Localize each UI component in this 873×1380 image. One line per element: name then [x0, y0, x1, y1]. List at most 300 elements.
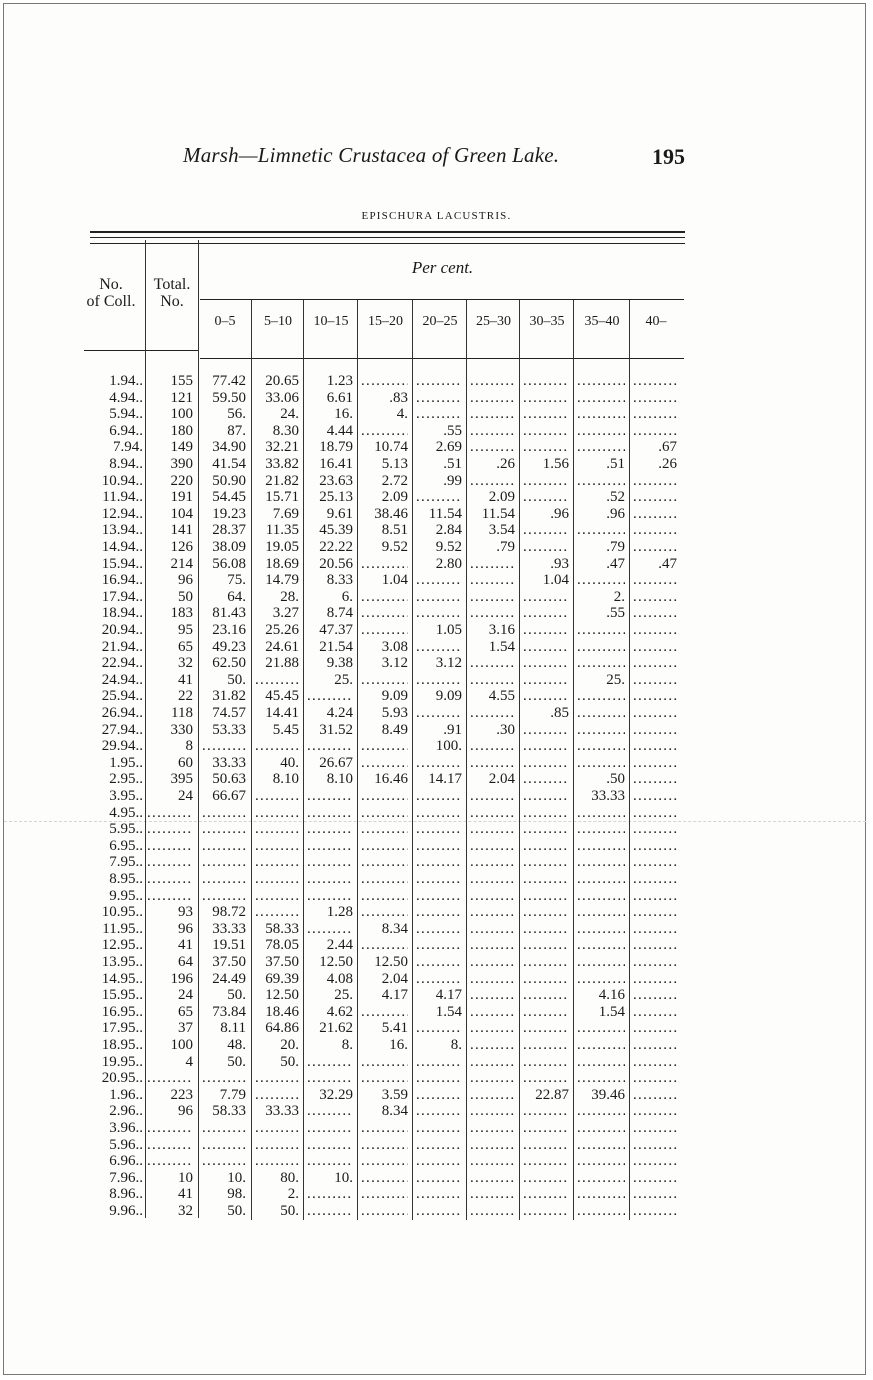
row-pct-25–30: [470, 904, 515, 921]
row-pct-35–40: [577, 688, 625, 705]
row-pct-25–30: .30: [496, 721, 515, 738]
row-pct-30–35: [523, 1170, 569, 1187]
row-pct-40–: [633, 522, 677, 539]
row-pct-0–5: 54.45: [212, 489, 246, 506]
row-pct-25–30: 2.09: [488, 489, 515, 506]
table-row: [0, 1137, 873, 1154]
row-pct-10–15: 26.67: [319, 754, 353, 771]
row-pct-20–25: .91: [443, 721, 462, 738]
row-pct-25–30: [470, 888, 515, 905]
row-coll-number: 6.95..: [109, 837, 143, 854]
row-pct-25–30: [470, 821, 515, 838]
row-pct-15–20: 12.50: [374, 954, 408, 970]
table-row: [0, 954, 873, 971]
row-pct-35–40: [577, 1037, 625, 1054]
row-pct-15–20: 2.04: [381, 970, 408, 987]
table-row: [0, 522, 873, 539]
row-pct-35–40: .96: [606, 505, 625, 522]
row-pct-40–: [633, 655, 677, 672]
row-pct-15–20: [361, 1153, 408, 1170]
row-pct-15–20: [361, 1186, 408, 1203]
table-row: [0, 854, 873, 871]
row-pct-10–15: 21.62: [319, 1020, 353, 1037]
row-pct-0–5: 87.: [227, 422, 246, 439]
table-row: [0, 556, 873, 573]
row-pct-35–40: 4.16: [598, 987, 625, 1004]
row-coll-number: 11.95..: [102, 920, 143, 937]
row-pct-40–: [633, 871, 677, 888]
table-top-rule: [90, 231, 685, 233]
row-pct-10–15: [307, 1203, 353, 1220]
row-total: 183: [170, 605, 193, 622]
row-pct-35–40: .79: [606, 539, 625, 555]
row-pct-10–15: 4.62: [326, 1003, 353, 1020]
row-pct-10–15: 1.28: [326, 904, 353, 921]
row-coll-number: 27.94..: [101, 721, 143, 738]
col-header-7: 35–40: [584, 314, 620, 329]
row-pct-0–5: 24.49: [212, 970, 246, 987]
row-coll-number: 6.94..: [109, 422, 143, 439]
row-pct-30–35: [523, 904, 569, 921]
row-pct-10–15: [307, 838, 353, 855]
row-coll-number: 24.94..: [101, 671, 143, 688]
row-pct-5–10: 32.21: [265, 439, 299, 456]
row-pct-10–15: 20.56: [319, 555, 353, 572]
row-pct-5–10: 24.: [280, 406, 299, 423]
row-coll-number: 5.94..: [109, 406, 143, 423]
row-total: 65: [178, 638, 193, 655]
row-coll-number: 2.96..: [109, 1103, 143, 1120]
row-pct-10–15: 8.74: [326, 605, 353, 622]
row-pct-25–30: [470, 1103, 515, 1120]
row-total: 118: [171, 705, 193, 721]
row-pct-10–15: [307, 854, 353, 871]
header-total-line2: No.: [160, 293, 184, 310]
row-pct-15–20: [361, 423, 408, 440]
table-row: [0, 971, 873, 988]
row-pct-20–25: 9.52: [435, 539, 462, 555]
row-pct-25–30: [470, 738, 515, 755]
table-top-rule-third: [90, 243, 685, 244]
row-pct-25–30: [470, 1020, 515, 1037]
row-pct-40–: [633, 589, 677, 606]
row-pct-15–20: 5.41: [381, 1020, 408, 1037]
row-pct-25–30: [470, 971, 515, 988]
table-row: [0, 738, 873, 755]
row-pct-15–20: 16.: [389, 1037, 408, 1053]
row-pct-40–: [633, 705, 677, 722]
row-pct-25–30: 1.54: [488, 638, 515, 655]
row-pct-0–5: [202, 871, 246, 888]
row-pct-35–40: 25.: [606, 671, 625, 688]
row-pct-40–: [633, 688, 677, 705]
row-pct-25–30: [470, 838, 515, 855]
row-pct-40–: [633, 506, 677, 523]
row-pct-15–20: 3.08: [381, 638, 408, 655]
row-pct-20–25: [416, 954, 462, 971]
row-pct-30–35: [523, 406, 569, 423]
running-head: Marsh—Limnetic Crustacea of Green Lake.: [183, 143, 560, 167]
row-pct-20–25: .55: [443, 422, 462, 439]
row-pct-40–: [633, 1037, 677, 1054]
table-row: [0, 539, 873, 556]
row-pct-30–35: .85: [550, 705, 569, 721]
row-pct-30–35: 1.56: [542, 456, 569, 472]
row-pct-0–5: 19.23: [212, 505, 246, 522]
row-pct-20–25: [416, 1087, 462, 1104]
row-total: 141: [170, 522, 193, 539]
row-pct-20–25: 3.12: [435, 655, 462, 672]
row-pct-15–20: [361, 805, 408, 822]
row-total: [147, 1153, 193, 1170]
row-pct-15–20: 9.09: [381, 688, 408, 705]
row-pct-35–40: [577, 1103, 625, 1120]
row-coll-number: 21.94..: [101, 638, 143, 655]
table-row: [0, 805, 873, 822]
row-pct-35–40: [577, 904, 625, 921]
row-pct-15–20: 8.34: [381, 1103, 408, 1120]
table-row: [0, 987, 873, 1004]
row-pct-40–: [633, 1087, 677, 1104]
row-pct-15–20: 8.51: [381, 522, 408, 539]
row-pct-10–15: 8.10: [326, 771, 353, 788]
row-pct-40–: [633, 937, 677, 954]
header-per-cent: Per cent.: [411, 258, 474, 277]
row-pct-20–25: 9.09: [435, 688, 462, 705]
row-pct-20–25: [416, 489, 462, 506]
row-pct-40–: [633, 1120, 677, 1137]
row-pct-15–20: 9.52: [381, 539, 408, 555]
row-pct-5–10: 58.33: [265, 920, 299, 937]
row-pct-0–5: 50.: [227, 1053, 246, 1070]
row-pct-5–10: [255, 904, 299, 921]
row-pct-15–20: [361, 888, 408, 905]
row-pct-30–35: [523, 439, 569, 456]
row-pct-20–25: [416, 1070, 462, 1087]
row-pct-15–20: 4.: [396, 406, 408, 423]
row-pct-35–40: [577, 1137, 625, 1154]
row-pct-5–10: 19.05: [265, 539, 299, 555]
row-pct-30–35: [523, 921, 569, 938]
row-pct-20–25: [416, 1203, 462, 1220]
row-pct-5–10: [255, 888, 299, 905]
row-total: 214: [170, 555, 193, 572]
row-pct-25–30: [470, 871, 515, 888]
row-pct-30–35: [523, 838, 569, 855]
row-pct-20–25: [416, 1020, 462, 1037]
row-total: 395: [170, 771, 193, 788]
row-pct-25–30: [470, 473, 515, 490]
row-coll-number: 12.95..: [101, 937, 143, 954]
row-pct-0–5: 38.09: [212, 539, 246, 555]
table-row: [0, 406, 873, 423]
row-pct-20–25: [416, 672, 462, 689]
row-pct-25–30: [470, 672, 515, 689]
row-pct-30–35: [523, 655, 569, 672]
row-total: 196: [170, 970, 193, 987]
row-total: 64: [178, 954, 193, 970]
row-pct-30–35: [523, 871, 569, 888]
row-pct-15–20: 2.09: [381, 489, 408, 506]
row-pct-5–10: 15.71: [265, 489, 299, 506]
row-pct-10–15: 47.37: [319, 622, 353, 638]
row-pct-25–30: [470, 1087, 515, 1104]
row-pct-20–25: [416, 1120, 462, 1137]
row-pct-15–20: 16.46: [374, 771, 408, 788]
row-pct-40–: [633, 971, 677, 988]
row-coll-number: 26.94..: [101, 705, 143, 721]
row-pct-0–5: 75.: [227, 572, 246, 589]
row-pct-5–10: 18.69: [265, 555, 299, 572]
row-pct-30–35: [523, 987, 569, 1004]
table-row: [0, 921, 873, 938]
row-pct-30–35: [523, 888, 569, 905]
row-pct-5–10: 8.10: [272, 771, 299, 788]
row-pct-40–: [633, 904, 677, 921]
row-pct-10–15: 25.: [334, 987, 353, 1004]
row-pct-35–40: [577, 971, 625, 988]
row-coll-number: 12.94..: [101, 505, 143, 522]
row-pct-5–10: 50.: [280, 1203, 299, 1219]
row-pct-30–35: [523, 805, 569, 822]
row-pct-25–30: [470, 655, 515, 672]
table-row: [0, 439, 873, 456]
row-total: [147, 888, 193, 905]
row-pct-10–15: 25.: [334, 671, 353, 688]
row-pct-0–5: 56.: [227, 406, 246, 423]
row-pct-25–30: [470, 1054, 515, 1071]
row-pct-5–10: [255, 1070, 299, 1087]
row-pct-35–40: [577, 655, 625, 672]
row-pct-0–5: 77.42: [212, 373, 246, 389]
row-pct-40–: [633, 1170, 677, 1187]
row-pct-40–: [633, 1020, 677, 1037]
row-pct-15–20: [361, 904, 408, 921]
row-pct-40–: [633, 373, 677, 390]
table-row: [0, 572, 873, 589]
row-pct-10–15: [307, 1070, 353, 1087]
row-pct-25–30: [470, 1170, 515, 1187]
row-pct-15–20: [361, 854, 408, 871]
row-pct-15–20: [361, 1203, 408, 1220]
row-pct-35–40: [577, 1120, 625, 1137]
row-pct-25–30: [470, 423, 515, 440]
row-pct-40–: [633, 1137, 677, 1154]
row-pct-30–35: [523, 423, 569, 440]
row-pct-30–35: [523, 672, 569, 689]
row-pct-35–40: [577, 921, 625, 938]
row-pct-20–25: [416, 1054, 462, 1071]
row-pct-10–15: 10.: [334, 1169, 353, 1186]
table-row: [0, 1070, 873, 1087]
row-pct-30–35: [523, 854, 569, 871]
header-bottom-rule-right: [200, 358, 684, 359]
row-pct-25–30: [470, 987, 515, 1004]
row-pct-40–: [633, 639, 677, 656]
row-pct-35–40: [577, 871, 625, 888]
row-pct-30–35: [523, 1054, 569, 1071]
row-pct-10–15: 23.63: [319, 472, 353, 489]
table-row: [0, 622, 873, 639]
row-coll-number: 14.94..: [101, 539, 143, 555]
row-pct-0–5: 66.67: [212, 788, 246, 804]
table-row: [0, 390, 873, 407]
row-pct-35–40: .55: [606, 605, 625, 622]
row-pct-20–25: [416, 589, 462, 606]
row-pct-20–25: [416, 821, 462, 838]
row-pct-0–5: [202, 738, 246, 755]
row-coll-number: 22.94..: [101, 655, 143, 672]
row-pct-35–40: .51: [606, 456, 625, 472]
row-total: 60: [178, 754, 193, 771]
row-pct-0–5: 31.82: [212, 688, 246, 705]
row-pct-10–15: 31.52: [319, 721, 353, 738]
row-pct-10–15: [307, 1054, 353, 1071]
row-pct-5–10: 25.26: [265, 622, 299, 638]
table-top-rule-thin: [90, 237, 685, 238]
table-row: [0, 771, 873, 788]
row-pct-10–15: 12.50: [319, 954, 353, 970]
row-pct-5–10: 11.35: [265, 522, 299, 539]
row-pct-15–20: [361, 1137, 408, 1154]
row-pct-40–: [633, 788, 677, 805]
row-pct-15–20: 2.72: [381, 472, 408, 489]
row-pct-20–25: 8.: [450, 1037, 462, 1053]
row-total: 180: [170, 422, 193, 439]
row-pct-10–15: 16.: [334, 406, 353, 423]
row-pct-40–: [633, 954, 677, 971]
row-coll-number: 17.94..: [101, 588, 143, 605]
row-pct-30–35: [523, 821, 569, 838]
row-pct-15–20: 5.13: [381, 456, 408, 472]
row-pct-15–20: [361, 1070, 408, 1087]
row-pct-5–10: 20.65: [265, 373, 299, 389]
row-pct-30–35: [523, 1120, 569, 1137]
row-coll-number: 15.95..: [101, 987, 143, 1004]
row-pct-10–15: 18.79: [319, 439, 353, 456]
row-pct-40–: [633, 1153, 677, 1170]
row-pct-25–30: [470, 921, 515, 938]
row-pct-5–10: 80.: [280, 1169, 299, 1186]
row-pct-35–40: .50: [606, 771, 625, 788]
table-row: [0, 1170, 873, 1187]
row-pct-5–10: 33.06: [265, 389, 299, 406]
row-pct-30–35: [523, 722, 569, 739]
row-pct-15–20: 38.46: [374, 505, 408, 522]
row-total: 223: [170, 1086, 193, 1103]
row-pct-35–40: 33.33: [591, 788, 625, 804]
row-pct-0–5: 10.: [227, 1169, 246, 1186]
row-pct-5–10: [255, 1137, 299, 1154]
row-pct-35–40: [577, 937, 625, 954]
row-pct-10–15: [307, 1153, 353, 1170]
row-pct-30–35: [523, 1137, 569, 1154]
row-pct-30–35: .93: [550, 555, 569, 572]
row-pct-5–10: 33.82: [265, 456, 299, 472]
row-pct-5–10: [255, 805, 299, 822]
row-pct-20–25: [416, 705, 462, 722]
row-pct-20–25: 14.17: [428, 771, 462, 788]
row-coll-number: 20.94..: [101, 622, 143, 638]
row-pct-0–5: 33.33: [212, 920, 246, 937]
row-pct-0–5: 34.90: [212, 439, 246, 456]
row-pct-40–: [633, 605, 677, 622]
table-row: [0, 1087, 873, 1104]
row-pct-25–30: [470, 373, 515, 390]
table-row: [0, 821, 873, 838]
row-total: 220: [170, 472, 193, 489]
row-pct-35–40: [577, 522, 625, 539]
row-coll-number: 3.95..: [109, 788, 143, 804]
row-pct-40–: [633, 572, 677, 589]
row-pct-5–10: 5.45: [272, 721, 299, 738]
row-pct-0–5: 50.: [227, 671, 246, 688]
row-pct-20–25: [416, 854, 462, 871]
row-total: [147, 838, 193, 855]
row-pct-40–: [633, 423, 677, 440]
row-pct-30–35: .96: [550, 505, 569, 522]
row-pct-40–: [633, 738, 677, 755]
row-pct-5–10: [255, 854, 299, 871]
row-coll-number: 9.95..: [109, 887, 143, 904]
table-row: [0, 688, 873, 705]
row-pct-0–5: [202, 838, 246, 855]
row-pct-10–15: [307, 1103, 353, 1120]
row-pct-20–25: 100.: [435, 738, 462, 755]
row-pct-35–40: 1.54: [598, 1003, 625, 1020]
col-header-4: 20–25: [422, 314, 458, 329]
row-pct-15–20: [361, 1004, 408, 1021]
row-pct-5–10: 37.50: [265, 954, 299, 970]
table-row: [0, 605, 873, 622]
row-pct-15–20: [361, 821, 408, 838]
row-pct-35–40: [577, 439, 625, 456]
row-pct-15–20: 8.34: [381, 920, 408, 937]
row-pct-40–: [633, 1103, 677, 1120]
row-pct-25–30: 11.54: [481, 505, 515, 522]
row-pct-25–30: [470, 605, 515, 622]
row-pct-20–25: [416, 788, 462, 805]
row-total: 65: [178, 1003, 193, 1020]
row-pct-35–40: [577, 821, 625, 838]
row-pct-0–5: 81.43: [212, 605, 246, 622]
row-pct-5–10: [255, 821, 299, 838]
row-pct-35–40: [577, 1153, 625, 1170]
row-pct-30–35: [523, 1203, 569, 1220]
row-pct-25–30: [470, 1153, 515, 1170]
row-pct-10–15: 25.13: [319, 489, 353, 506]
row-pct-30–35: 22.87: [535, 1086, 569, 1103]
row-pct-25–30: [470, 854, 515, 871]
row-total: 100: [170, 406, 193, 423]
row-pct-5–10: [255, 738, 299, 755]
row-pct-25–30: [470, 755, 515, 772]
row-pct-15–20: [361, 871, 408, 888]
per-cent-rule: [200, 299, 684, 300]
row-coll-number: 5.96..: [109, 1136, 143, 1153]
row-pct-5–10: [255, 871, 299, 888]
row-pct-35–40: [577, 572, 625, 589]
row-pct-40–: [633, 821, 677, 838]
table-row: [0, 589, 873, 606]
row-pct-5–10: 69.39: [265, 970, 299, 987]
table-row: [0, 1103, 873, 1120]
row-pct-20–25: [416, 937, 462, 954]
row-pct-0–5: 50.90: [212, 472, 246, 489]
row-pct-15–20: [361, 937, 408, 954]
row-pct-0–5: 59.50: [212, 389, 246, 406]
row-pct-5–10: 45.45: [265, 688, 299, 705]
